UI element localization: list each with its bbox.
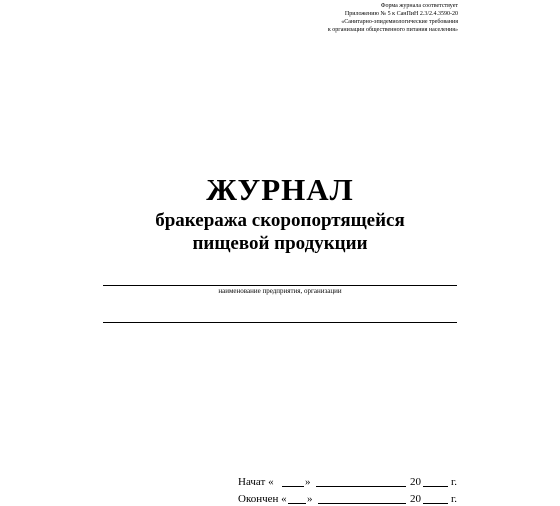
compliance-note-line-4: к организации общественного питания населения»: [327, 27, 458, 33]
compliance-note: [218, 2, 458, 34]
compliance-note-line-3: «Санитарно-эпидемиологические требования: [341, 19, 458, 25]
journal-subtitle-line-1: бракеража скоропортящейся: [155, 210, 405, 231]
journal-subtitle-line-2: пищевой продукции: [192, 233, 368, 254]
start-year-prefix: 20: [410, 476, 421, 488]
end-quote-close: »: [307, 493, 313, 505]
journal-title: ЖУРНАЛ: [206, 172, 354, 207]
compliance-note-line-2: Приложению № 5 к СанПиН 2.3/2.4.3590-20: [344, 11, 458, 17]
organization-name-line-2: [103, 322, 457, 323]
start-year-blank: [423, 486, 448, 487]
end-date-label: Окончен «: [238, 493, 287, 505]
end-year-prefix: 20: [410, 493, 421, 505]
organization-name-caption: наименование предприятия, организации: [218, 287, 342, 295]
start-quote-close: »: [305, 476, 311, 488]
start-year-suffix: г.: [451, 476, 458, 488]
start-date-label: Начат «: [238, 476, 274, 488]
start-month-blank: [316, 486, 406, 487]
start-day-blank: [282, 486, 304, 487]
organization-name-line: [103, 285, 457, 286]
compliance-note-line-1: Форма журнала соответствует: [380, 3, 458, 9]
end-year-suffix: г.: [451, 493, 458, 505]
